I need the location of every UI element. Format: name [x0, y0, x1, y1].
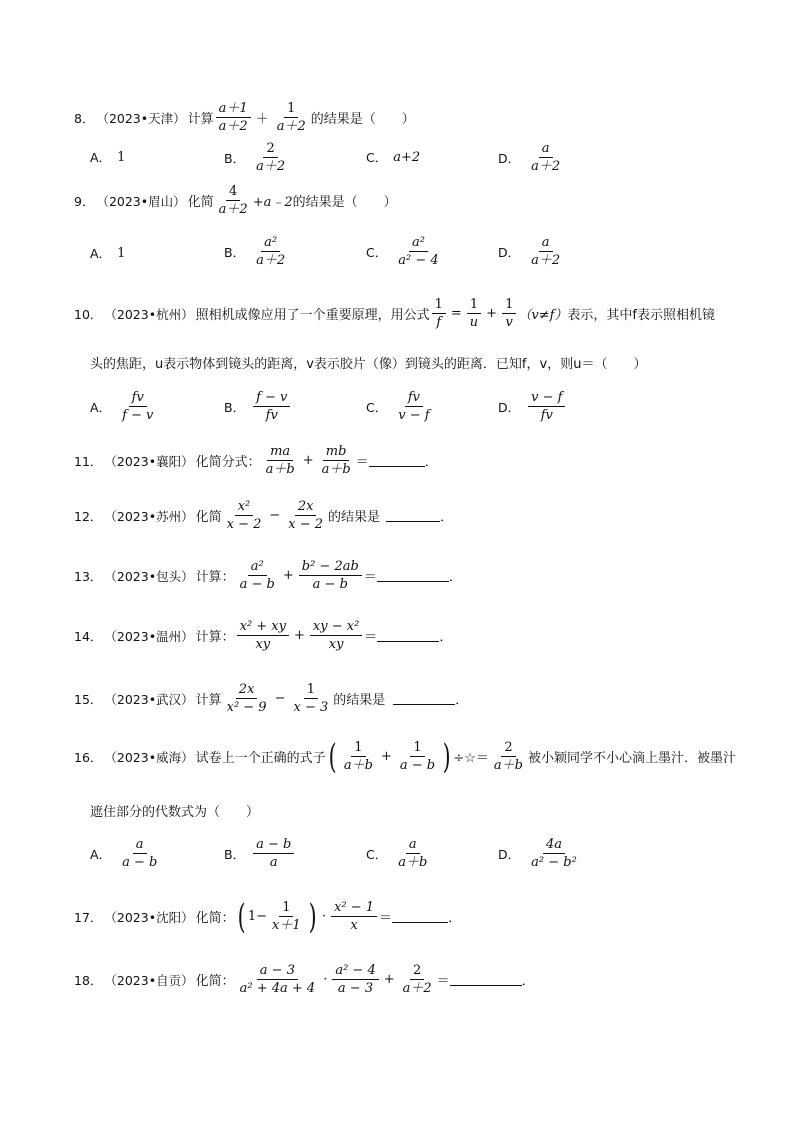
option-a: A． $\frac{fv}{f - v}$	[90, 390, 154, 423]
question-16: 16． （2023•威海） 试卷上一个正确的式子 ( $\frac{1}{a+b}$ + $\frac{1}{a - b}$ ) ÷☆＝ $\frac{2}{a+b}$ 被小颖同学不小心滴上墨汁．被墨汁	[74, 736, 737, 777]
question-source: （2023•温州）	[104, 628, 194, 644]
question-text: 化简	[195, 510, 222, 525]
question-text-line2: 遮住部分的代数式为（ ）	[90, 805, 260, 820]
option-d: D． $\frac{a}{a+2}$	[498, 235, 561, 268]
question-number: 9．	[74, 193, 95, 209]
operator: ＋	[255, 112, 269, 127]
question-11: 11． （2023•襄阳） 化简分式： $\frac{ma}{a+b}$ + $\frac{mb}{a+b}$ ＝ ．	[74, 444, 438, 477]
question-text: 计算：	[195, 570, 235, 585]
option-d: D． $\frac{4a}{\text{a² − b²}}$	[498, 837, 577, 870]
question-text: 表示，其中f表示照相机镜	[567, 308, 715, 323]
question-text: 计算	[187, 112, 214, 127]
option-c: C． $\frac{\text{a²}}{\text{a² − 4}}$	[366, 235, 439, 268]
question-text: 计算	[195, 693, 222, 708]
question-number: 8．	[74, 110, 95, 126]
option-b: B． $\frac{a - b}{a}$	[224, 836, 296, 871]
option-b: B． $\frac{\text{a²}}{a+2}$	[224, 235, 286, 268]
question-text: 化简	[187, 195, 214, 210]
question-number: 10．	[74, 306, 103, 322]
question-8	[74, 100, 415, 135]
answer-blank[interactable]	[386, 509, 440, 522]
question-text: 化简：	[195, 974, 235, 989]
question-number: 13．	[74, 568, 103, 584]
question-15: 15． （2023•武汉） 计算 $\frac{2x}{\text{x² − 9}}$ − $\frac{1}{x - 3}$ 的结果是 ．	[74, 682, 469, 715]
option-d: D． $\frac{a}{a+2}$	[498, 141, 561, 174]
question-text: 化简：	[195, 911, 235, 926]
question-text: 计算：	[195, 630, 235, 645]
question-text: 化简分式：	[195, 455, 261, 470]
answer-blank[interactable]	[450, 973, 522, 986]
question-text: 试卷上一个正确的式子	[195, 751, 326, 766]
answer-blank[interactable]	[392, 910, 448, 923]
answer-blank[interactable]	[377, 569, 449, 582]
option-d: D． $\frac{v - f}{fv}$	[498, 389, 567, 424]
question-14: 14． （2023•温州） 计算： $\frac{\text{x² + xy}}{xy}$ + $\frac{\text{xy − x²}}{xy}$ ＝ ．	[74, 619, 453, 652]
condition: （v≠f）	[518, 308, 568, 323]
question-10: 10． （2023•杭州） 照相机成像应用了一个重要原理，用公式 $\frac{1}{f}$ = $\frac{1}{u}$ + $\frac{1}{v}$ （v≠f） 表示，其中f表示照相机镜	[74, 297, 715, 330]
question-number: 15．	[74, 691, 103, 707]
question-text-line2: 头的焦距，u表示物体到镜头的距离，v表示胶片（像）到镜头的距离．已知f，v，则u＝（ ）	[90, 357, 647, 372]
question-source: （2023•威海）	[104, 749, 194, 765]
answer-blank[interactable]	[369, 454, 425, 467]
question-number: 12．	[74, 508, 103, 524]
question-number: 14．	[74, 628, 103, 644]
question-number: 17．	[74, 909, 103, 925]
question-18: 18． （2023•自贡） 化简： $\frac{a - 3}{\text{a² + 4a + 4}}$ · $\frac{\text{a² − 4}}{a - 3}$ + $\frac{2}{a+2}$ ＝ ．	[74, 963, 535, 996]
option-a: A． 1	[90, 245, 126, 261]
option-c: C． $\frac{fv}{v - f}$	[366, 390, 430, 423]
option-a: A． $\frac{a}{a - b}$	[90, 837, 158, 870]
question-source: （2023•杭州）	[104, 306, 194, 322]
option-c: C． $\frac{a}{a+b}$	[366, 837, 428, 870]
question-number: 16．	[74, 749, 103, 765]
question-source: （2023•沈阳）	[104, 909, 194, 925]
fraction: $\frac{1}{a+2}$	[276, 101, 306, 134]
question-source: （2023•眉山）	[96, 193, 186, 209]
fraction: $\frac{4}{a+2}$	[218, 184, 248, 217]
question-text: 照相机成像应用了一个重要原理，用公式	[195, 308, 430, 323]
option-a: A． 1	[90, 149, 126, 165]
question-9	[74, 183, 397, 218]
question-source: （2023•武汉）	[104, 691, 194, 707]
question-text: 的结果是（ ）	[292, 195, 397, 210]
question-source: （2023•自贡）	[104, 972, 194, 988]
question-source: （2023•天津）	[96, 110, 186, 126]
question-source: （2023•襄阳）	[104, 453, 194, 469]
fraction: $\frac{a+1}{a+2}$	[216, 100, 251, 135]
question-number: 11．	[74, 453, 103, 469]
question-17: 17． （2023•沈阳） 化简： ( 1− $\frac{1}{x+1}$ ) · $\frac{\text{x² − 1}}{x}$ ＝ ．	[74, 896, 462, 937]
answer-blank[interactable]	[377, 629, 439, 642]
question-source: （2023•苏州）	[104, 508, 194, 524]
question-12: 12． （2023•苏州） 化简 $\frac{\text{x²}}{x - 2}$ − $\frac{2x}{x - 2}$ 的结果是 ．	[74, 499, 454, 532]
question-13: 13． （2023•包头） 计算： $\frac{\text{a²}}{a - b}$ + $\frac{\text{b² − 2ab}}{a - b}$ ＝ ．	[74, 559, 462, 592]
option-b: B． $\frac{f - v}{fv}$	[224, 389, 292, 424]
option-c: C． a+2	[366, 149, 421, 165]
question-number: 18．	[74, 972, 103, 988]
expression: +a﹣2	[252, 195, 293, 210]
answer-blank[interactable]	[393, 692, 455, 705]
question-text: 的结果是（ ）	[310, 112, 415, 127]
option-b: B． $\frac{2}{a+2}$	[224, 141, 286, 174]
question-source: （2023•包头）	[104, 568, 194, 584]
